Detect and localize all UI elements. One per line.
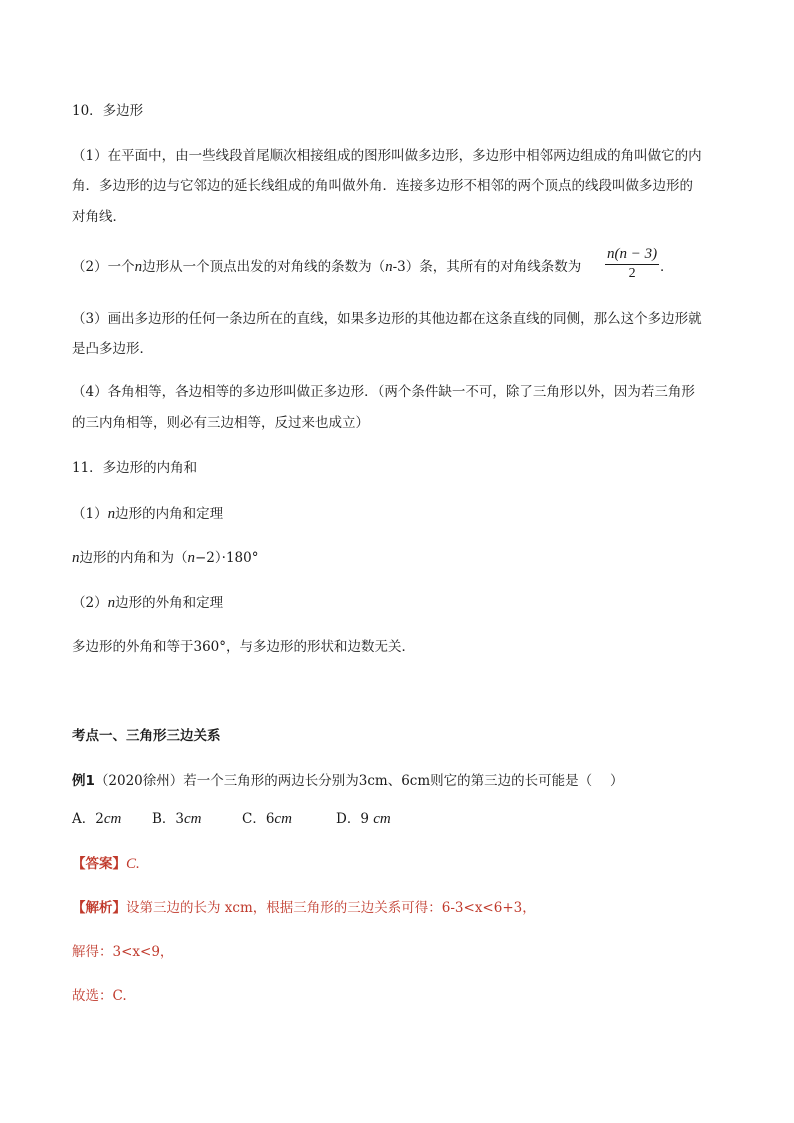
interior-angle-formula: n边形的内角和为（n−2）·180° <box>72 550 259 566</box>
section-11-title: 11．多边形的内角和 <box>72 460 198 476</box>
option-a: A．2cm <box>72 811 122 827</box>
section-10-title: 10．多边形 <box>72 103 144 119</box>
analysis-line: 【解析】设第三边的长为 xcm，根据三角形的三边关系可得：6-3<x<6+3， <box>72 900 536 916</box>
s10-para3-line1: （3）画出多边形的任何一条边所在的直线，如果多边形的其他边都在这条直线的同侧，那么这个多边形就 <box>72 311 702 327</box>
option-b: B．3cm <box>152 811 202 827</box>
s10-para1-line3: 对角线． <box>72 209 126 225</box>
s10-para3-line2: 是凸多边形． <box>72 341 153 357</box>
option-c: C．6cm <box>242 811 292 827</box>
diagonal-count-fraction: $\frac{n(n - 3)}{2}$ <box>607 246 658 281</box>
fraction-period: ． <box>660 259 674 275</box>
kaodian-1-title: 考点一、三角形三边关系 <box>72 728 221 744</box>
s10-para4-line1: （4）各角相等，各边相等的多边形叫做正多边形．（两个条件缺一不可，除了三角形以外，因为若三角形 <box>72 384 695 400</box>
answer-line: 【答案】C. <box>72 856 140 872</box>
exterior-angle-statement: 多边形的外角和等于360°，与多边形的形状和边数无关． <box>72 639 416 655</box>
choose-line: 故选：C. <box>72 988 127 1004</box>
solve-line: 解得：3<x<9， <box>72 944 174 960</box>
s11-sub2: （2）n边形的外角和定理 <box>72 595 224 611</box>
s10-para2: （2）一个n边形从一个顶点出发的对角线的条数为（n-3）条，其所有的对角线条数为 <box>72 259 582 275</box>
s10-para1-line1: （1）在平面中，由一些线段首尾顺次相接组成的图形叫做多边形，多边形中相邻两边组成的角叫做它的内 <box>72 148 702 164</box>
s10-para4-line2: 的三内角相等，则必有三边相等，反过来也成立） <box>72 415 369 431</box>
s10-para1-line2: 角．多边形的边与它邻边的延长线组成的角叫做外角．连接多边形不相邻的两个顶点的线段叫做多边形的 <box>72 178 693 194</box>
s11-sub1: （1）n边形的内角和定理 <box>72 506 224 522</box>
option-d: D．9 cm <box>336 811 391 827</box>
example-1: 例1（2020徐州）若一个三角形的两边长分别为3cm、6cm则它的第三边的长可能是（ ） <box>72 773 624 789</box>
options-row <box>72 810 732 830</box>
